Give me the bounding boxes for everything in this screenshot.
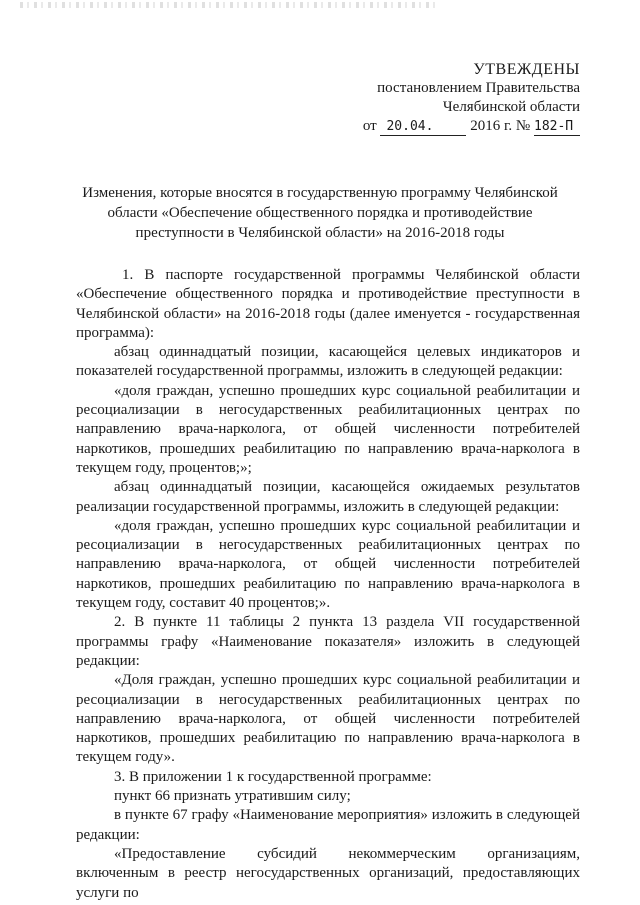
paragraph-1: 1. В паспорте государственной программы Челябинской области «Обеспечение общественного порядка и противодействие преступности в Челябинской области» на 2016-2018 годы (далее именуется - государственная программа): xyxy=(76,267,580,341)
approval-block xyxy=(330,60,580,136)
approval-line-2: Челябинской области xyxy=(442,99,580,115)
paragraph-6: 2. В пункте 11 таблицы 2 пункта 13 раздела VII государственной программы графу «Наименование показателя» изложить в следующей редакции: xyxy=(76,614,580,669)
paragraph-11: «Предоставление субсидий некоммерческим организациям, включенным в реестр негосударственных организаций, предоставляющих услуги по xyxy=(76,845,580,901)
paragraph-2: абзац одиннадцатый позиции, касающейся целевых индикаторов и показателей государственной программы, изложить в следующей редакции: xyxy=(76,344,580,380)
approval-line-1: постановлением Правительства xyxy=(377,80,580,96)
title-line-2: области «Обеспечение общественного порядка и противодействие xyxy=(107,205,533,221)
document-title xyxy=(70,183,570,243)
title-line-3: преступности в Челябинской области» на 2016-2018 годы xyxy=(135,225,505,241)
approval-heading: УТВЕЖДЕНЫ xyxy=(473,61,580,78)
paragraph-3: «доля граждан, успешно прошедших курс социальной реабилитации и ресоциализации в негосударственных реабилитационных центрах по направлению врача-нарколога, от общей численности потребителей наркотиков, прошедших реабилитацию по направлению врача-нарколога в текущем году, процентов;»; xyxy=(76,382,580,476)
date-prefix: от xyxy=(362,118,377,134)
decree-number: 182-П xyxy=(534,119,580,136)
paragraph-4: абзац одиннадцатый позиции, касающейся ожидаемых результатов реализации государственной программы, изложить в следующей редакции: xyxy=(76,479,580,515)
paragraph-7: «Доля граждан, успешно прошедших курс социальной реабилитации и ресоциализации в негосударственных реабилитационных центрах по направлению врача-нарколога, от общей численности потребителей наркотиков, прошедших реабилитацию по направлению врача-нарколога в текущем году». xyxy=(76,672,580,766)
year-text: 2016 г. № xyxy=(470,118,531,134)
paragraph-9: пункт 66 признать утратившим силу; xyxy=(114,788,351,805)
title-line-1: Изменения, которые вносятся в государственную программу Челябинской xyxy=(82,185,558,201)
paragraph-10: в пункте 67 графу «Наименование мероприятия» изложить в следующей редакции: xyxy=(76,807,580,843)
document-body xyxy=(76,266,580,903)
paragraph-5: «доля граждан, успешно прошедших курс социальной реабилитации и ресоциализации в негосударственных реабилитационных центрах по направлению врача-нарколога, от общей численности потребителей наркотиков, прошедших реабилитацию по направлению врача-нарколога в текущем году, составит 40 процентов;». xyxy=(76,517,580,612)
date-value: 20.04. xyxy=(380,119,466,136)
scan-artifact xyxy=(20,2,440,8)
approval-date-row xyxy=(330,117,580,136)
paragraph-8: 3. В приложении 1 к государственной программе: xyxy=(114,768,432,785)
